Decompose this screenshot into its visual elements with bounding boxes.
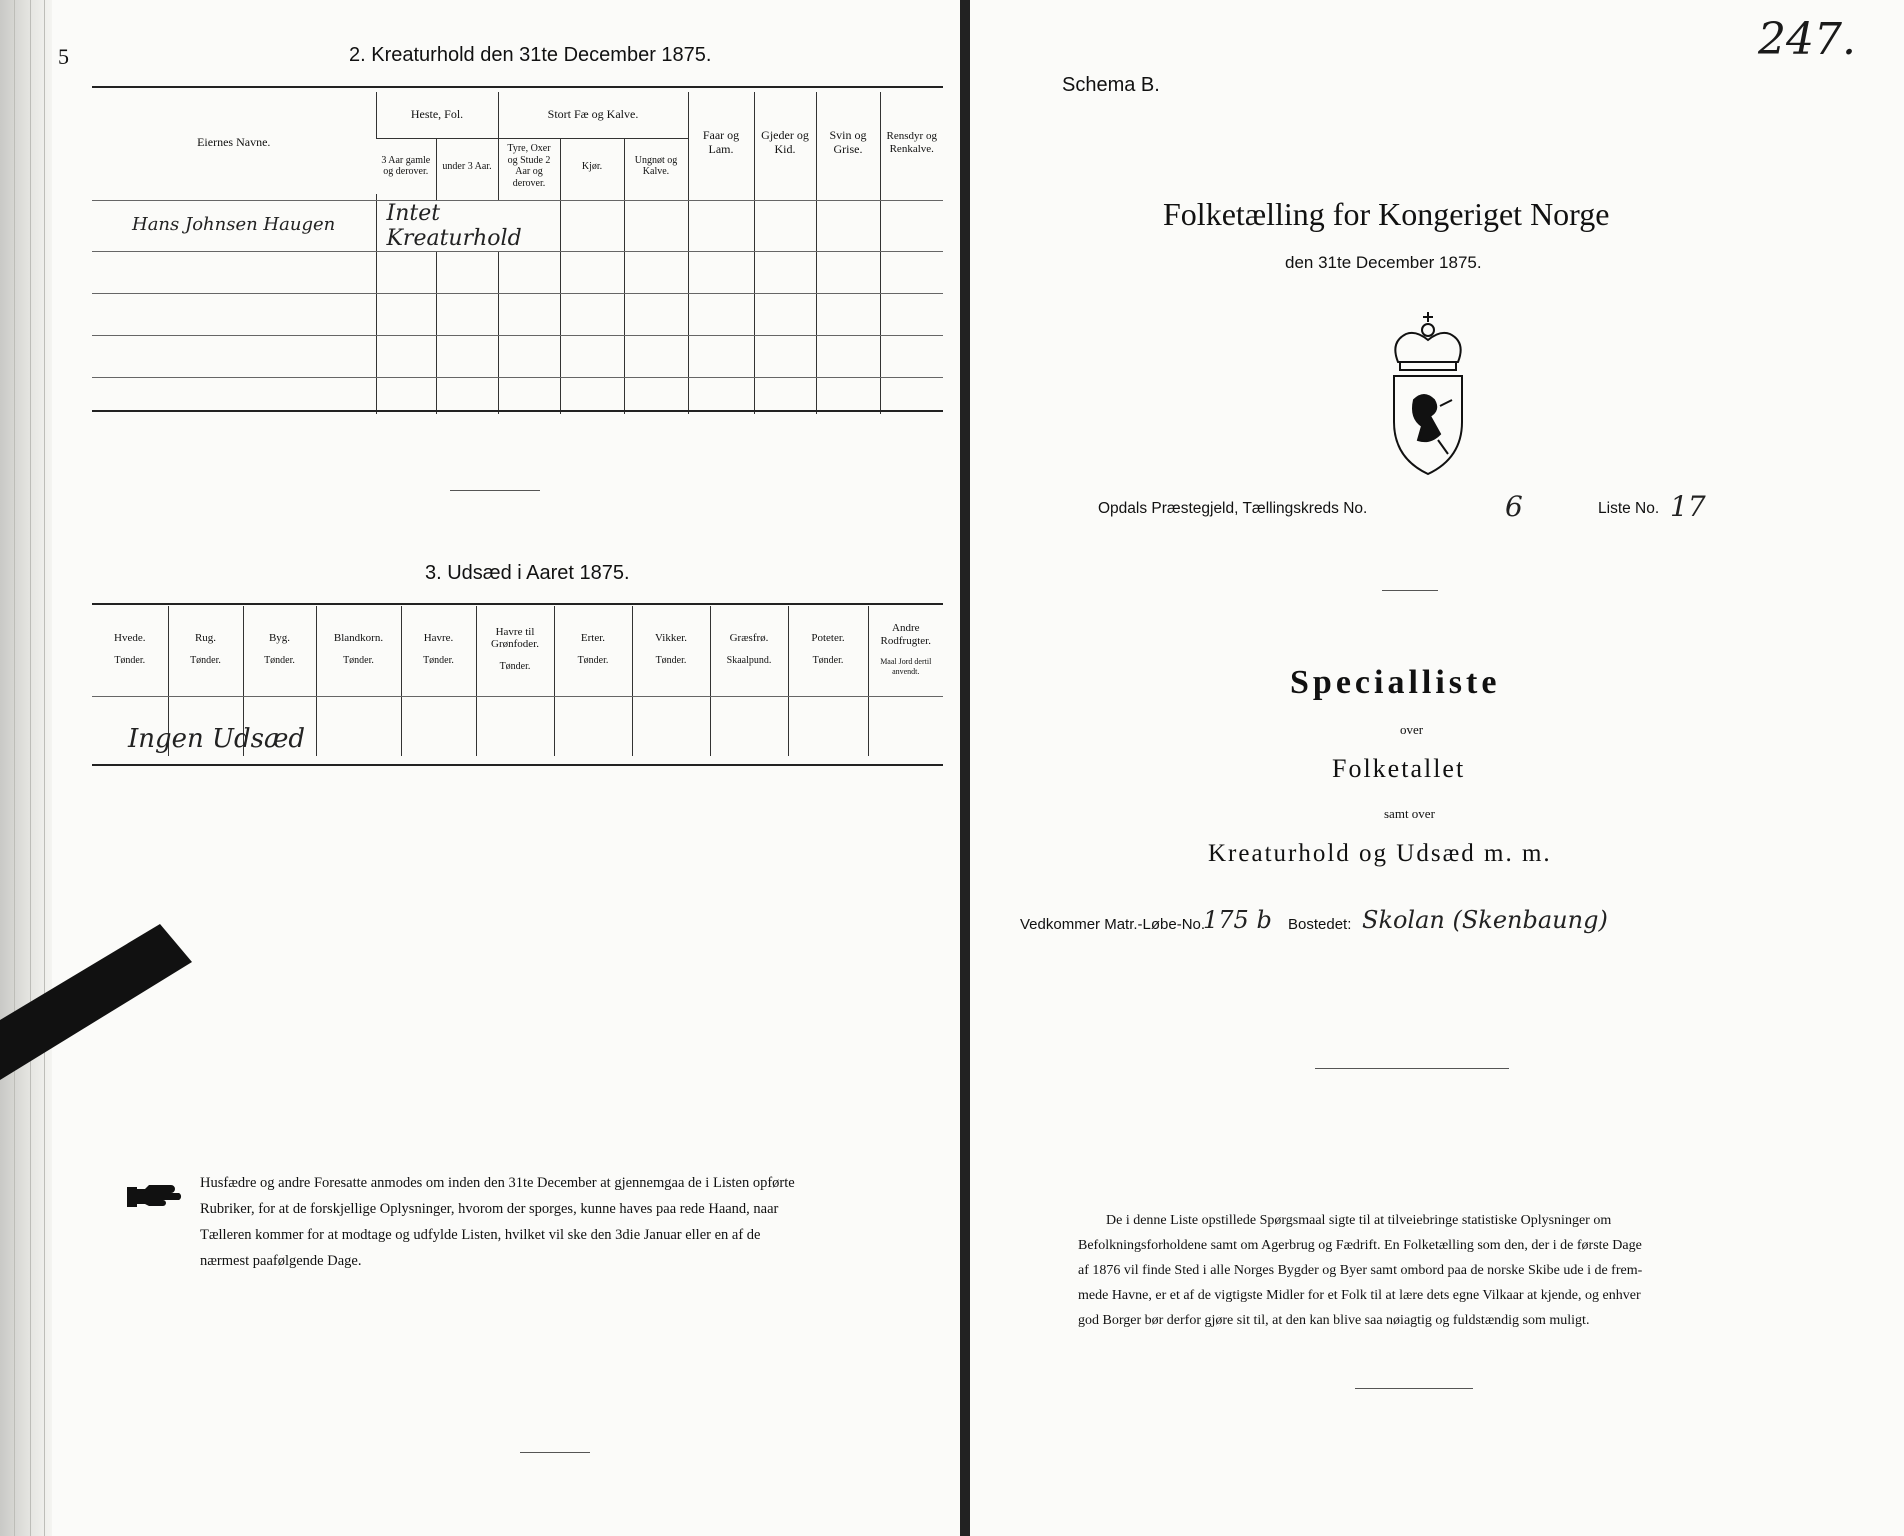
header-cattle-cows: Kjør.	[560, 138, 624, 194]
schema-label: Schema B.	[1062, 74, 1160, 96]
header-cattle-bulls: Tyre, Oxer og Stude 2 Aar og derover.	[498, 138, 560, 194]
sowing-header-cell	[316, 606, 401, 692]
census-title: Folketælling for Kongeriget Norge	[1163, 196, 1610, 232]
header-cattle: Stort Fæ og Kalve.	[498, 92, 688, 138]
sowing-header-name: Hvede.	[114, 631, 146, 644]
sowing-header-cell	[868, 606, 943, 692]
sowing-header-cell	[632, 606, 710, 692]
separator	[1355, 1388, 1473, 1389]
header-horses-old: 3 Aar gamle og derover.	[381, 154, 431, 178]
corner-mark: 5	[58, 44, 69, 69]
separator	[1315, 1068, 1509, 1069]
explanation-line: mede Havne, er et af de vigtigste Midler for et Folk til at lære dets egne Vilkaar at kjende, og enhver	[1078, 1288, 1641, 1303]
list-label: Liste No.	[1598, 500, 1660, 517]
header-horses: Heste, Fol.	[376, 92, 498, 138]
sowing-header-name: Rug.	[194, 631, 217, 644]
notice-line: Tælleren kommer for at modtage og udfylde Listen, hvilket vil ske den 3die Januar eller en af de	[200, 1227, 761, 1243]
header-cattle-young: Ungnøt og Kalve.	[624, 138, 688, 194]
matr-label: Vedkommer Matr.-Løbe-No.	[1020, 916, 1206, 933]
sowing-header-unit: Tønder.	[812, 654, 844, 666]
sowing-header-name: Byg.	[268, 631, 291, 644]
section3-title: 3. Udsæd i Aaret 1875.	[425, 562, 630, 584]
livestock-note: Intet Kreaturhold	[376, 200, 560, 252]
table-row	[92, 378, 943, 414]
population-label: Folketallet	[1332, 754, 1466, 783]
sowing-header-cell	[243, 606, 316, 692]
sowing-header-unit: Maal Jord dertil anvendt.	[880, 657, 932, 676]
sowing-header-cell	[401, 606, 476, 692]
census-date: den 31te December 1875.	[1285, 253, 1482, 272]
header-reindeer: Rensdyr og Renkalve.	[880, 92, 943, 194]
page-edge-line	[44, 0, 45, 1536]
samt-over-label: samt over	[1384, 806, 1435, 821]
matr-number: 175 b	[1203, 906, 1272, 934]
sowing-header-cell	[168, 606, 243, 692]
sowing-header-unit: Tønder.	[190, 654, 221, 666]
table-row	[92, 200, 943, 252]
page-edge-line	[14, 0, 15, 1536]
coat-of-arms-icon	[1380, 310, 1476, 480]
sowing-header-name: Poteter.	[811, 631, 845, 644]
sowing-header-cell	[554, 606, 632, 692]
sowing-header-cell	[788, 606, 868, 692]
sowing-header-unit: Tønder.	[343, 654, 374, 666]
header-horses-young: under 3 Aar.	[436, 138, 498, 194]
separator	[450, 490, 540, 491]
section2-top-rule	[92, 86, 943, 88]
sowing-header-unit: Tønder.	[655, 654, 687, 666]
district-number: 6	[1505, 490, 1523, 523]
page-edge-line	[30, 0, 31, 1536]
special-list-title: Specialliste	[1290, 664, 1501, 701]
notice-line: nærmest paafølgende Dage.	[200, 1253, 362, 1269]
bosted-label: Bostedet:	[1288, 916, 1352, 933]
header-owner: Eiernes Navne.	[197, 135, 271, 150]
sowing-header-name: Blandkorn.	[333, 631, 384, 644]
sowing-header-name: Havre.	[423, 631, 454, 644]
section2-bottom-rule	[92, 410, 943, 412]
livestock-table	[92, 92, 943, 414]
over-label: over	[1400, 722, 1424, 737]
bosted-value: Skolan (Skenbaung)	[1362, 906, 1608, 934]
separator	[520, 1452, 590, 1453]
livestock-sowing-label: Kreaturhold og Udsæd m. m.	[1208, 840, 1552, 867]
pointing-hand-icon	[125, 1183, 187, 1209]
sowing-note: Ingen Udsæd	[128, 724, 306, 754]
sowing-header-name: Erter.	[580, 631, 606, 644]
sowing-header-unit: Skaalpund.	[726, 654, 772, 666]
sowing-header-name: Græsfrø.	[729, 631, 769, 644]
explanation-line: De i denne Liste opstillede Spørgsmaal sigte til at tilveiebringe statistiske Oplysninger om	[1106, 1213, 1612, 1228]
table-row	[92, 336, 943, 378]
sowing-header-unit: Tønder.	[264, 654, 295, 666]
sowing-header-name: Andre Rodfrugter.	[880, 622, 931, 647]
owner-name: Hans Johnsen Haugen	[92, 200, 376, 252]
table-row	[92, 294, 943, 336]
sowing-header-cell	[710, 606, 788, 692]
explanation-line: af 1876 vil finde Sted i alle Norges Bygder og Byer samt ombord paa de norske Skibe ude i de frem-	[1078, 1263, 1643, 1278]
notice-line: Rubriker, for at de forskjellige Oplysninger, hvorom der sporges, kunne haves paa rede Haand, naar	[200, 1201, 779, 1217]
table-row	[92, 252, 943, 294]
sowing-header-cell	[476, 606, 554, 692]
sowing-header-name: Havre til Grønfoder.	[491, 625, 539, 651]
section3-bottom-rule	[92, 764, 943, 766]
header-pigs: Svin og Grise.	[816, 92, 880, 194]
right-page	[970, 0, 1904, 1536]
separator	[1382, 590, 1438, 591]
sowing-header-unit: Tønder.	[114, 654, 146, 666]
binding-gutter	[960, 0, 970, 1536]
page-number: 247.	[1758, 14, 1856, 65]
explanation-line: Befolkningsforholdene samt om Agerbrug og Fædrift. En Folketælling som den, der i de første Dage	[1078, 1238, 1642, 1253]
sowing-header-unit: Tønder.	[423, 654, 454, 666]
header-sheep: Faar og Lam.	[688, 92, 754, 194]
sowing-header-unit: Tønder.	[499, 660, 531, 672]
header-goats: Gjeder og Kid.	[754, 92, 816, 194]
sowing-header-unit: Tønder.	[577, 654, 609, 666]
list-number: 17	[1670, 490, 1706, 523]
notice-line: Husfædre og andre Foresatte anmodes om inden den 31te December at gjennemgaa de i Listen opførte	[200, 1175, 795, 1191]
sowing-header-name: Vikker.	[654, 631, 688, 644]
explanation-line: god Borger bør derfor gjøre sit til, at den kan blive saa nøiagtig og fuldstændig som muligt.	[1078, 1313, 1590, 1328]
sowing-header-cell	[92, 606, 168, 692]
explanation-text	[1078, 1208, 1642, 1333]
section2-title: 2. Kreaturhold den 31te December 1875.	[349, 44, 712, 66]
parish-label: Opdals Præstegjeld, Tællingskreds No.	[1098, 500, 1368, 517]
section3-top-rule	[92, 603, 943, 605]
notice-text	[200, 1170, 795, 1274]
